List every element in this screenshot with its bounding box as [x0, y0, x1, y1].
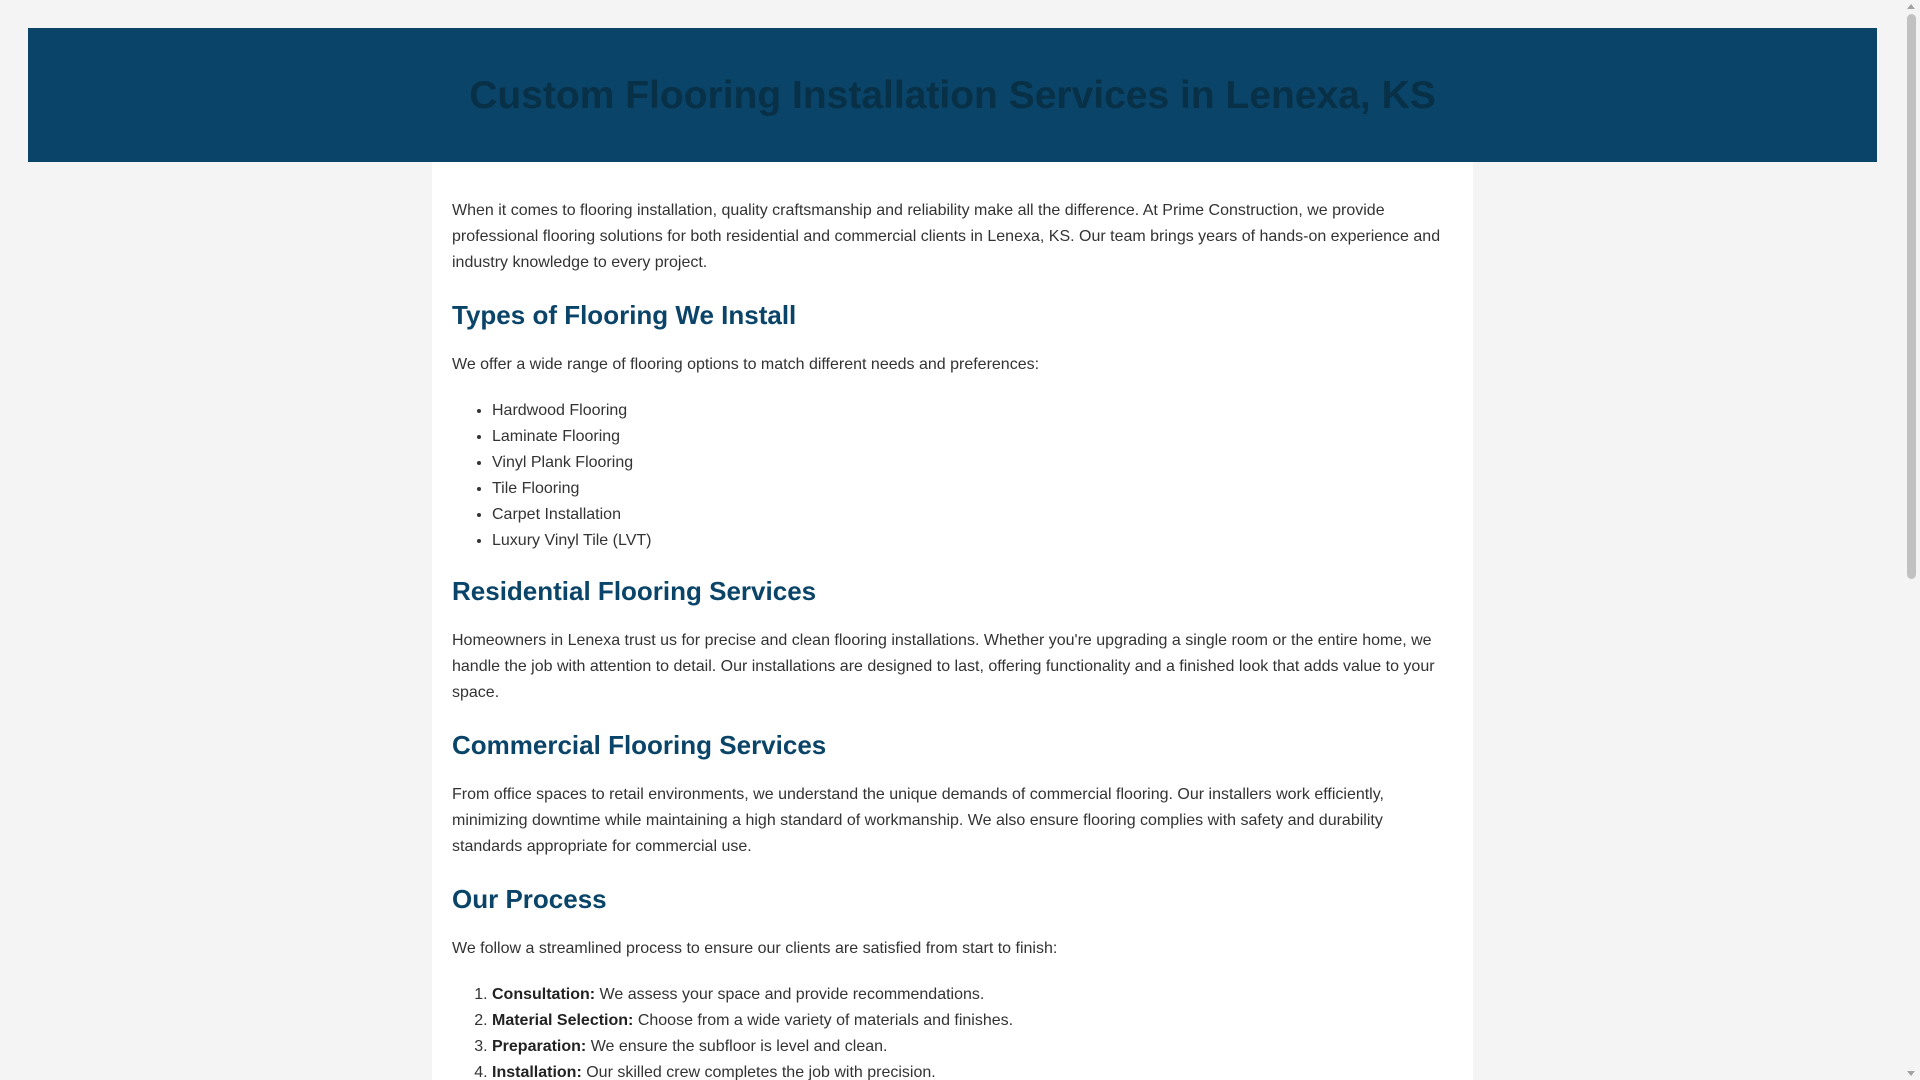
main-content	[432, 162, 1473, 1080]
residential-heading: Residential Flooring Services	[452, 576, 817, 606]
list-item: • Tile Flooring	[492, 476, 1453, 502]
types-heading: Types of Flooring We Install	[452, 300, 797, 330]
list-item	[492, 1060, 1453, 1080]
step-description: Choose from a wide variety of materials and finishes.	[633, 1012, 1014, 1029]
scroll-up-arrow-icon[interactable]	[1907, 4, 1915, 9]
process-steps-list	[452, 982, 1453, 1080]
commercial-heading: Commercial Flooring Services	[452, 730, 827, 760]
step-description: We ensure the subfloor is level and clean.	[586, 1038, 888, 1055]
step-term: Installation:	[492, 1064, 582, 1080]
page-header	[28, 28, 1877, 162]
scroll-down-arrow-icon[interactable]	[1907, 1071, 1915, 1076]
commercial-paragraph: From office spaces to retail environments, we understand the unique demands of commercial flooring. Our installers work efficiently, minimizing downtime while maintaining a high standard of workmanship. We also ensure flooring complies with safety and durability standards appropriate for commercial use.	[452, 786, 1384, 855]
intro-paragraph: When it comes to flooring installation, quality craftsmanship and reliability make all the difference. At Prime Construction, we provide professional flooring solutions for both residential and commercial clients in Lenexa, KS. Our team brings years of hands-on experience and industry knowledge to every project.	[452, 202, 1441, 271]
vertical-scrollbar[interactable]	[1903, 0, 1920, 1080]
step-description: We assess your space and provide recommendations.	[595, 986, 985, 1003]
step-term: Material Selection:	[492, 1012, 634, 1029]
list-item	[492, 1034, 1453, 1060]
list-item: • Hardwood Flooring	[492, 398, 1453, 424]
step-description: Our skilled crew completes the job with precision.	[581, 1064, 936, 1080]
list-item: • Vinyl Plank Flooring	[492, 450, 1453, 476]
list-item: • Laminate Flooring	[492, 424, 1453, 450]
scrollbar-thumb[interactable]	[1907, 14, 1916, 579]
flooring-types-list	[452, 398, 1453, 554]
residential-paragraph: Homeowners in Lenexa trust us for precise and clean flooring installations. Whether you're upgrading a single room or the entire home, we handle the job with attention to detail. Our installations are designed to last, offering functionality and a finished look that adds value to your space.	[452, 632, 1435, 701]
step-term: Preparation:	[492, 1038, 587, 1055]
process-lead: We follow a streamlined process to ensure our clients are satisfied from start to finish:	[452, 940, 1058, 957]
process-heading: Our Process	[452, 884, 607, 914]
list-item: • Carpet Installation	[492, 502, 1453, 528]
list-item: • Luxury Vinyl Tile (LVT)	[492, 528, 1453, 554]
types-lead: We offer a wide range of flooring options to match different needs and preferences:	[452, 356, 1040, 373]
list-item	[492, 1008, 1453, 1034]
step-term: Consultation:	[492, 986, 596, 1003]
page-title: Custom Flooring Installation Services in Lenexa, KS	[469, 73, 1436, 117]
list-item	[492, 982, 1453, 1008]
